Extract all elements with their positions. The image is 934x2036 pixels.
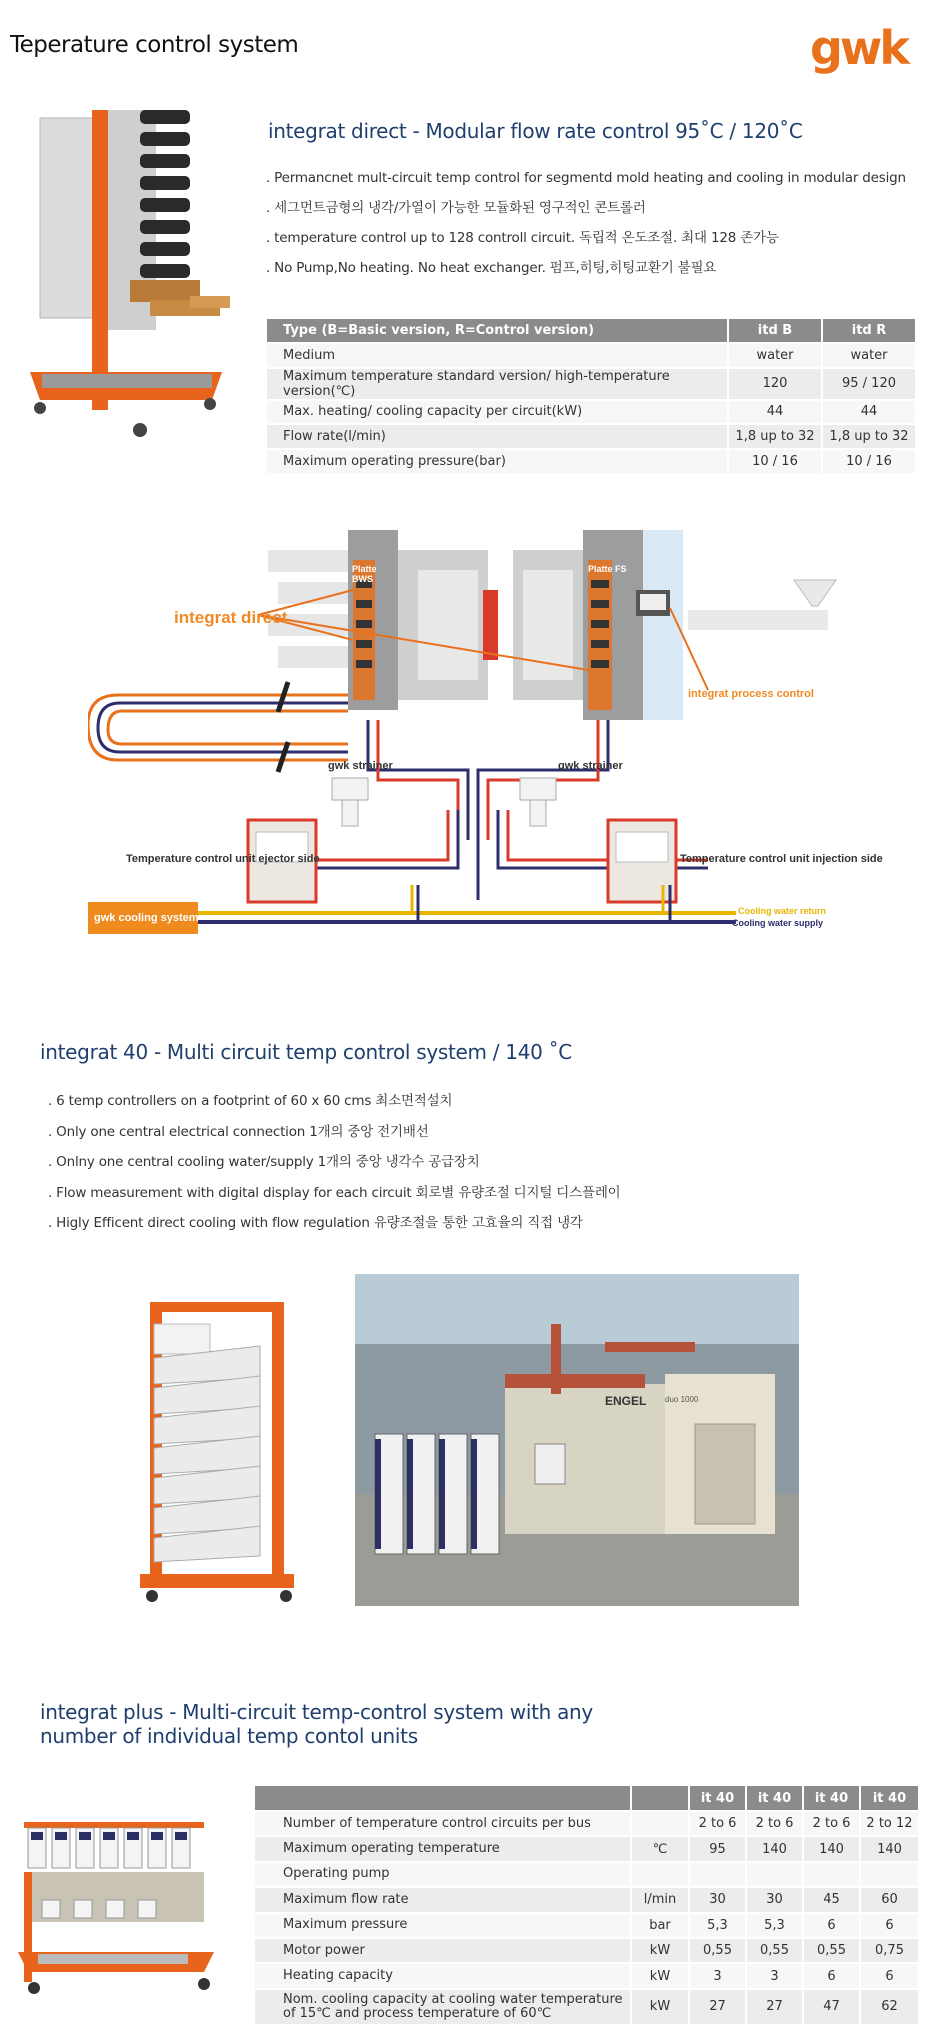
- table-cell: [859, 1863, 918, 1886]
- table-cell: 45: [802, 1888, 859, 1911]
- table-row: [267, 450, 915, 473]
- list-item: . 6 temp controllers on a footprint of 60 x 60 cms 최소면적설치: [48, 1093, 453, 1109]
- integrat-plus-photo: [18, 1812, 218, 1998]
- table-cell: 3: [745, 1964, 802, 1987]
- table-cell: 5,3: [688, 1914, 745, 1937]
- table-row: [255, 1914, 918, 1937]
- table-row: [255, 1888, 918, 1911]
- table-cell: Motor power: [255, 1939, 630, 1962]
- integrat-plus-spec-table: [255, 1784, 918, 2026]
- table-cell: 120: [727, 369, 821, 399]
- table-cell: 27: [745, 1990, 802, 2024]
- svg-text:gwk: gwk: [810, 24, 908, 75]
- engel-brand-label: ENGEL: [605, 1394, 647, 1408]
- platte-bws-label: Platte BWS: [352, 564, 377, 584]
- table-header-row: [255, 1786, 918, 1810]
- section3-title: [40, 1700, 593, 1748]
- table-row: [255, 1990, 918, 2024]
- table-row: [255, 1863, 918, 1886]
- unit-injection-label: Temperature control unit injection side: [680, 853, 883, 865]
- table-cell: 6: [802, 1914, 859, 1937]
- list-item: . Flow measurement with digital display for each circuit 회로별 유량조절 디지털 디스플레이: [48, 1184, 621, 1201]
- table-cell: 140: [802, 1837, 859, 1860]
- list-item: . Higly Efficent direct cooling with flow regulation 유량조절을 통한 고효율의 직접 냉각: [48, 1215, 583, 1231]
- table-cell: 1,8 up to 32: [821, 425, 915, 448]
- system-diagram: [88, 520, 883, 940]
- column-header: itd R: [821, 319, 915, 342]
- table-cell: Operating pump: [255, 1863, 630, 1886]
- water-supply-label: Cooling water supply: [732, 918, 824, 928]
- list-item: . Onlny one central cooling water/supply 1개의 중앙 냉각수 공급장치: [48, 1154, 480, 1170]
- column-header: it 40: [745, 1786, 802, 1810]
- column-header: itd B: [727, 319, 821, 342]
- table-row: [267, 369, 915, 399]
- table-cell: ℃: [630, 1837, 688, 1860]
- factory-installation-photo: [355, 1274, 799, 1606]
- section3-title-line2: number of individual temp contol units: [40, 1724, 418, 1748]
- table-cell: 6: [859, 1964, 918, 1987]
- table-cell: 0,55: [745, 1939, 802, 1962]
- section1-title: integrat direct - Modular flow rate control 95˚C / 120˚C: [268, 119, 803, 143]
- water-return-label: Cooling water return: [738, 906, 827, 916]
- table-cell: 1,8 up to 32: [727, 425, 821, 448]
- table-cell: Maximum pressure: [255, 1914, 630, 1937]
- table-cell: 2 to 6: [802, 1812, 859, 1835]
- integrat-40-unit-photo: [140, 1298, 300, 1604]
- table-cell: [630, 1863, 688, 1886]
- process-control-label: integrat process control: [688, 688, 814, 700]
- section3-title-line1: integrat plus - Multi-circuit temp-control system with any: [40, 1700, 593, 1724]
- list-item: . temperature control up to 128 controll circuit. 독립적 온도조절. 최대 128 존가능: [266, 230, 779, 246]
- section2-bullets: [48, 1086, 621, 1239]
- gwk-logo: [808, 24, 920, 76]
- strainer-right-label: gwk strainer: [558, 760, 623, 772]
- column-header: it 40: [802, 1786, 859, 1810]
- table-cell: 10 / 16: [727, 450, 821, 473]
- table-cell: kW: [630, 1964, 688, 1987]
- table-row: [267, 425, 915, 448]
- table-cell: 30: [688, 1888, 745, 1911]
- table-cell: 3: [688, 1964, 745, 1987]
- table-cell: 27: [688, 1990, 745, 2024]
- table-cell: 0,55: [688, 1939, 745, 1962]
- cooling-capacity-label-line1: Nom. cooling capacity at cooling water temperature: [283, 1991, 623, 2007]
- platte-fs-label: Platte FS: [588, 564, 627, 574]
- integrat-direct-spec-table: [267, 317, 915, 475]
- table-cell: 2 to 12: [859, 1812, 918, 1835]
- list-item: . Permancnet mult-circuit temp control for segmentd mold heating and cooling in modular design: [266, 170, 906, 186]
- table-header-row: [267, 319, 915, 342]
- strainer-left-label: gwk strainer: [328, 760, 393, 772]
- list-item: . 세그먼트금형의 냉각/가열이 가능한 모듈화된 영구적인 콘트롤러: [266, 200, 646, 216]
- table-cell: [630, 1812, 688, 1835]
- table-cell: 44: [821, 401, 915, 424]
- table-row: [255, 1812, 918, 1835]
- integrat-direct-photo: [30, 100, 240, 440]
- unit-ejector-label: Temperature control unit ejector side: [126, 853, 320, 865]
- table-cell: 62: [859, 1990, 918, 2024]
- table-row: [267, 401, 915, 424]
- table-cell: kW: [630, 1990, 688, 2024]
- column-header: it 40: [859, 1786, 918, 1810]
- table-cell: Max. heating/ cooling capacity per circuit(kW): [267, 401, 727, 424]
- table-row: [267, 344, 915, 367]
- cooling-capacity-label-line2: of 15℃ and process temperature of 60℃: [283, 2005, 552, 2021]
- column-header: Type (B=Basic version, R=Control version): [267, 319, 727, 342]
- table-cell: 6: [802, 1964, 859, 1987]
- table-cell: 6: [859, 1914, 918, 1937]
- integrat-direct-label: integrat direct: [174, 608, 288, 627]
- table-cell: 44: [727, 401, 821, 424]
- machine-model-label: duo 1000: [665, 1395, 699, 1404]
- table-cell: [802, 1863, 859, 1886]
- table-cell: water: [727, 344, 821, 367]
- table-cell: l/min: [630, 1888, 688, 1911]
- table-row: [255, 1837, 918, 1860]
- table-cell: 30: [745, 1888, 802, 1911]
- table-cell: 0,55: [802, 1939, 859, 1962]
- table-cell: water: [821, 344, 915, 367]
- table-cell: 2 to 6: [688, 1812, 745, 1835]
- table-cell: bar: [630, 1914, 688, 1937]
- table-row: [255, 1939, 918, 1962]
- table-cell: Maximum temperature standard version/ high-temperature version(℃): [267, 369, 727, 399]
- column-header: [630, 1786, 688, 1810]
- table-cell: kW: [630, 1939, 688, 1962]
- list-item: . Only one central electrical connection 1개의 중앙 전기배선: [48, 1123, 429, 1140]
- table-cell: Medium: [267, 344, 727, 367]
- list-item: . No Pump,No heating. No heat exchanger. 펌프,히팅,히팅교환기 불필요: [266, 260, 717, 276]
- section1-bullets: [266, 163, 906, 283]
- table-cell: [255, 1990, 630, 2024]
- table-cell: [745, 1863, 802, 1886]
- page-title: Teperature control system: [10, 32, 299, 58]
- table-cell: 140: [745, 1837, 802, 1860]
- table-cell: Number of temperature control circuits per bus: [255, 1812, 630, 1835]
- table-cell: 5,3: [745, 1914, 802, 1937]
- column-header: it 40: [688, 1786, 745, 1810]
- table-cell: 60: [859, 1888, 918, 1911]
- table-cell: 140: [859, 1837, 918, 1860]
- table-cell: 47: [802, 1990, 859, 2024]
- table-row: [255, 1964, 918, 1987]
- table-cell: 95: [688, 1837, 745, 1860]
- table-cell: [688, 1863, 745, 1886]
- table-cell: 2 to 6: [745, 1812, 802, 1835]
- table-cell: 0,75: [859, 1939, 918, 1962]
- system-diagram-graphic: [88, 520, 868, 940]
- table-cell: Maximum operating pressure(bar): [267, 450, 727, 473]
- table-cell: Flow rate(l/min): [267, 425, 727, 448]
- column-header: [255, 1786, 630, 1810]
- table-cell: 95 / 120: [821, 369, 915, 399]
- cooling-system-label: gwk cooling system: [94, 912, 199, 924]
- table-cell: 10 / 16: [821, 450, 915, 473]
- table-cell: Heating capacity: [255, 1964, 630, 1987]
- table-cell: Maximum flow rate: [255, 1888, 630, 1911]
- table-cell: Maximum operating temperature: [255, 1837, 630, 1860]
- section2-title: integrat 40 - Multi circuit temp control system / 140 ˚C: [40, 1040, 572, 1064]
